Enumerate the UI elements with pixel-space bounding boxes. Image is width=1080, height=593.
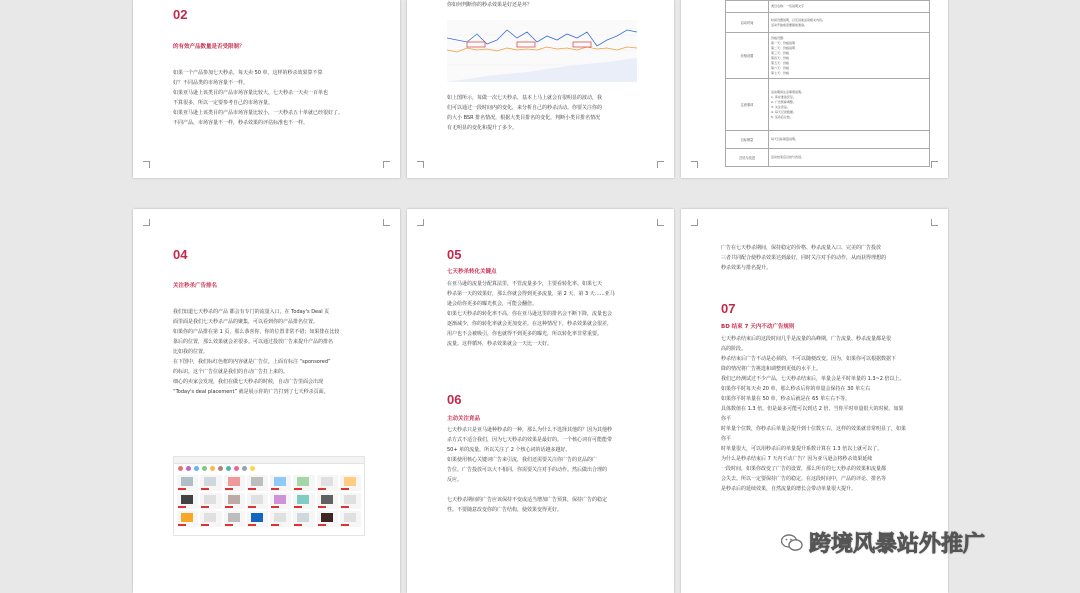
product-image <box>251 495 263 504</box>
deal-badge <box>248 488 256 490</box>
body-line: 如果你平时单量在 50 单，秒杀后就是在 65 单左右不等。 <box>721 396 851 402</box>
body-line: 反应。 <box>447 477 463 483</box>
row-value <box>769 79 930 131</box>
category-icon <box>178 466 183 471</box>
cell-line: 第四天：价格 <box>771 55 790 60</box>
product-card <box>340 511 361 527</box>
category-icon <box>242 466 247 471</box>
product-image <box>181 477 193 486</box>
deal-badge <box>271 488 279 490</box>
deal-badge <box>271 506 279 508</box>
table-row <box>726 79 930 131</box>
product-card <box>317 475 338 491</box>
product-card <box>270 493 291 509</box>
crop-mark <box>143 161 150 168</box>
body-line: 面里面是我们七天秒杀产品的聚集，可以看到你的产品排名位置。 <box>173 319 319 325</box>
page-05-06 <box>407 209 674 593</box>
deal-badge <box>341 488 349 490</box>
category-icon <box>202 466 207 471</box>
body-line: 一段时间，如果你改变了广告的设置，那么所有的七天秒杀的效果和流量都 <box>721 466 887 472</box>
bsr-line-chart <box>447 20 637 82</box>
page-04 <box>133 209 400 593</box>
section-subtitle: 七天秒杀转化关键点 <box>447 269 497 275</box>
product-image <box>204 477 216 486</box>
body-line: 靠后的位置，那么效果就会差很多。可以通过投放广告来提升产品的排名 <box>173 339 334 345</box>
section-subtitle: 关注秒杀广告排名 <box>173 283 218 289</box>
crop-mark <box>931 219 938 226</box>
product-card <box>270 475 291 491</box>
category-icon <box>218 466 223 471</box>
body-line: 在下图中，我们标红色框的内容就是广告位，上面有标注 “sponsored” <box>173 359 331 365</box>
crop-mark <box>383 219 390 226</box>
product-card <box>224 511 245 527</box>
body-line: 七天秒杀结束后的这段时间几乎是流量的高峰期，广告流量、秒杀流量都是很 <box>721 336 892 342</box>
cell-line: 第一天：价格说明 <box>771 40 796 45</box>
crop-mark <box>691 161 698 168</box>
table-row <box>726 13 930 33</box>
row-value <box>769 33 930 79</box>
body-line: 如果使用核心关键词广告来引流，我们还需要关注你广告的竞品的广 <box>447 457 598 463</box>
row-label: 目标销量 <box>726 131 769 149</box>
body-line: 不算很多，所以一定要参考自己的市场容量。 <box>173 100 274 106</box>
cell-line: 时间设置说明，以及其他活动相关内容。 <box>771 17 826 22</box>
body-line: 会失去。所以一定要保持广告的稳定。在这段时间中，产品的评论、排名等 <box>721 476 887 482</box>
body-line: 逊会给你更多的曝光机会，可能会翻倍。 <box>447 301 538 307</box>
body-line: 的大小 BSR 排名情况，根据大类目排名的变化，判断小类目排名情况 <box>447 115 601 121</box>
body-line: 广告在七天秒杀期间，保持稳定的价格、秒杀流量入口、完美的广告投放 <box>721 245 882 251</box>
todays-deals-screenshot <box>173 456 365 536</box>
category-icon <box>250 466 255 471</box>
category-icon <box>210 466 215 471</box>
product-image <box>297 495 309 504</box>
body-line: 50+ 单的流量，所以关注了 2 个核心词的话越多越好。 <box>447 447 571 453</box>
crop-mark <box>657 161 664 168</box>
body-line: 时单量个位数，你秒杀后单量会提升到十位数左右，这样的效果就非常明显了，如果你平 <box>721 426 907 442</box>
section-body <box>173 307 360 397</box>
product-card <box>340 475 361 491</box>
body-line: 用户也不会被吸引，你也就得不到更多的曝光，所以转化率非常重要。 <box>447 331 603 337</box>
deal-badge <box>178 506 186 508</box>
plan-table <box>725 0 930 167</box>
section-number: 04 <box>173 247 188 262</box>
crop-mark <box>691 219 698 226</box>
product-card <box>293 511 314 527</box>
body-line: 秒杀效果与排名提升。 <box>721 265 772 271</box>
crop-mark <box>383 161 390 168</box>
body-line: 秒杀结束后广告不动是必须的，不可以随便改变。因为，如果你可以根据数据下 <box>721 356 897 362</box>
section-subtitle: 主动关注竞品 <box>447 416 481 422</box>
product-image <box>181 495 193 504</box>
wechat-icon <box>781 534 803 552</box>
product-card <box>317 511 338 527</box>
category-icons <box>174 464 364 473</box>
deal-badge <box>318 506 326 508</box>
table-row <box>726 131 930 149</box>
body-line: 流量。这样循环，秒杀效果就会一天比一天好。 <box>447 341 553 347</box>
section-body <box>173 68 360 128</box>
product-card <box>224 475 245 491</box>
product-image <box>344 495 356 504</box>
product-image <box>228 477 240 486</box>
body-line: 具体数值在 1.3 倍，但是最多可能可以到达 2 倍，当你平时单量很大的时候。如果你平 <box>721 406 904 422</box>
product-image <box>181 513 193 522</box>
body-line: 我们知道七天秒杀的产品 都会有专门的流量入口，在 Today's Deal 页 <box>173 309 330 315</box>
section-number: 06 <box>447 392 462 407</box>
section-subtitle: 的有效产品数量是否受限制？ <box>173 44 245 50</box>
row-label: 注意事项 <box>726 79 769 131</box>
body-line: 三者共同配合使秒杀效果达到最好，同时关注对手的动作，从而获得理想的 <box>721 255 887 261</box>
product-image <box>204 495 216 504</box>
row-value <box>769 13 930 33</box>
product-card <box>317 493 338 509</box>
product-card <box>200 475 221 491</box>
product-image <box>297 513 309 522</box>
product-card <box>340 493 361 509</box>
row-value <box>769 149 930 167</box>
cell-line: 每天目标销量说明。 <box>771 137 799 141</box>
body-line: 如果七天秒杀的转化率不高，你在亚马逊这里的排名会不断下降，流量也会 <box>447 311 613 317</box>
row-label: 总结与改进 <box>726 149 769 167</box>
page-table <box>681 0 948 178</box>
deal-badge <box>201 524 209 526</box>
product-card <box>247 511 268 527</box>
cell-line: 活动开始前需要提前准备。 <box>771 22 808 27</box>
row-value <box>769 1 930 13</box>
page-02 <box>133 0 400 178</box>
body-line: 在亚马逊的流量分配算法里，不管流量多少，主要看转化率。如果七天 <box>447 281 603 287</box>
category-icon <box>186 466 191 471</box>
product-image <box>321 477 333 486</box>
cell-line: 活动期间注意事项说明。 <box>771 89 805 94</box>
body-line: 如果你平时每天卖 20 单，那么秒杀后你的单量会保持在 30 单左右 <box>721 386 871 392</box>
product-card <box>293 475 314 491</box>
crop-mark <box>657 219 664 226</box>
cell-line: 第五天：价格 <box>771 60 790 65</box>
crop-mark <box>931 161 938 168</box>
body-line: 降的情况将广告挑选和调整到更低的水平上。 <box>721 366 822 372</box>
product-card <box>177 493 198 509</box>
deal-badge <box>225 506 233 508</box>
watermark-text: 跨境风暴站外推广 <box>809 532 986 557</box>
cell-line: 活动结束后总结与改进。 <box>771 155 805 159</box>
cell-line: 第二天：价格说明 <box>771 45 796 50</box>
body-line: 高的阶段。 <box>721 346 747 352</box>
product-image <box>321 495 333 504</box>
body-line: 为什么是秒杀结束后 7 天内不动广告？因为亚马逊会将秒杀效果延续 <box>721 456 873 462</box>
deal-badge <box>248 524 256 526</box>
product-image <box>251 477 263 486</box>
product-card <box>293 493 314 509</box>
section-subtitle: BD 结束 7 天内不动广告规则 <box>721 324 795 330</box>
body-line: 逐渐减少，你的转化率就会更加变差。在这种情况下，秒杀效果就会很差， <box>447 321 613 327</box>
cell-line: 第三天：价格 <box>771 50 790 55</box>
product-image <box>228 495 240 504</box>
product-card <box>247 475 268 491</box>
cell-line: 类目名称：一些说明文字 <box>771 4 805 8</box>
row-value <box>769 131 930 149</box>
table-row <box>726 149 930 167</box>
product-grid <box>174 473 364 529</box>
cell-line: 4. 每天记录数据。 <box>771 109 796 114</box>
cell-line: 3. 关注竞品。 <box>771 104 790 109</box>
product-image <box>251 513 263 522</box>
body-line: 的标识。这个广告位就是我们的自动广告打上来的。 <box>173 369 289 375</box>
section-body <box>447 425 634 515</box>
deal-badge <box>225 488 233 490</box>
product-image <box>274 477 286 486</box>
body-line: 我们已经测试过不少产品，七天秒杀结束后，单量会是平时单量的 1.3~2 倍以上。 <box>721 376 905 382</box>
deal-badge <box>294 524 302 526</box>
deal-badge <box>178 524 186 526</box>
product-image <box>228 513 240 522</box>
product-card <box>247 493 268 509</box>
product-image <box>344 513 356 522</box>
body-line: 比如我的位置。 <box>173 349 209 355</box>
body-line: 细心的卖家会发现，我们在做七天秒杀的时候，自动广告里面会出现 <box>173 379 324 385</box>
product-image <box>344 477 356 486</box>
crop-mark <box>417 161 424 168</box>
deal-badge <box>201 488 209 490</box>
chart-description <box>447 93 634 133</box>
body-line: 如上图所示，每做一次七天秒杀，基本上马上就会有很明显的波动，我 <box>447 95 603 101</box>
deal-badge <box>225 524 233 526</box>
product-card <box>177 475 198 491</box>
product-image <box>321 513 333 522</box>
deal-badge <box>271 524 279 526</box>
category-icon <box>194 466 199 471</box>
section-body <box>447 279 634 349</box>
deal-badge <box>248 506 256 508</box>
product-card <box>200 511 221 527</box>
row-label: 价格设置 <box>726 33 769 79</box>
body-line: 如果一个产品参加七天秒杀，每天卖 50 单，这样的秒杀效果算不算 <box>173 70 323 76</box>
body-line: 有无明显的变化和提升了多少。 <box>447 125 518 131</box>
deal-badge <box>178 488 186 490</box>
deal-badge <box>318 524 326 526</box>
table-row <box>726 1 930 13</box>
body-line: 如果亚马逊上该类目的产品市场容量比较大，七天秒杀一天卖一百单也 <box>173 90 329 96</box>
body-line: 们可以通过一段时间内的变化，来分析自己的秒杀活动。你要关注你的 <box>447 105 603 111</box>
section-number: 05 <box>447 247 462 262</box>
product-card <box>200 493 221 509</box>
body-line: 性。不要随意改变你的广告结构，使效果变得更好。 <box>447 507 563 513</box>
cell-line: 第六天：价格 <box>771 65 790 70</box>
watermark <box>781 527 985 558</box>
deal-badge <box>341 524 349 526</box>
cell-line: 5. 活动后总结。 <box>771 114 793 119</box>
body-line: 如果你的产品排在第 1 页，那么恭喜你，你的位置非常不错；如果排在比较 <box>173 329 340 335</box>
cell-line: 2. 广告预算调整。 <box>771 99 796 104</box>
product-card <box>224 493 245 509</box>
crop-mark <box>417 219 424 226</box>
row-label: 活动时间 <box>726 13 769 33</box>
body-line: 好？不同品类的市场容量不一样。 <box>173 80 249 86</box>
deal-badge <box>294 488 302 490</box>
browser-bar <box>174 457 364 464</box>
body-line: 是秒杀后的延续效果，自然流量的增长会带动单量很大提升。 <box>721 486 857 492</box>
body-line: “Today's deal placement” 就是展示你的广告打到了七天秒杀页面。 <box>173 389 329 395</box>
product-image <box>297 477 309 486</box>
cell-line: 价格设置： <box>771 35 787 40</box>
row-label <box>726 1 769 13</box>
body-line: 七天秒杀期间的广告应该保持不变或适当增加广告预算，保持广告的稳定 <box>447 497 608 503</box>
crop-mark <box>143 219 150 226</box>
deal-badge <box>201 506 209 508</box>
body-line: 如果亚马逊上该类目的产品市场容量比较小，一天秒杀五十单就已经很好了。 <box>173 110 344 116</box>
body-line: 告位。广告投放可以大不相同，你需要关注对手的动作。然后做出合理的 <box>447 467 608 473</box>
category-icon <box>226 466 231 471</box>
body-line: 秒杀第一天的效果好，那么你就会得到更多流量，第 2 天、第 3 天……亚马 <box>447 291 615 297</box>
section-body <box>721 334 908 494</box>
deal-badge <box>341 506 349 508</box>
cell-line: 1. 库存准备充足。 <box>771 94 796 99</box>
product-card <box>270 511 291 527</box>
section-number: 07 <box>721 301 736 316</box>
page-chart <box>407 0 674 178</box>
product-image <box>274 495 286 504</box>
table-row <box>726 33 930 79</box>
product-card <box>177 511 198 527</box>
cell-line: 第七天：价格 <box>771 70 790 75</box>
body-line: 时单量很大，可以用秒杀后的单量提升系数计算在 1.3 倍以上就可以了。 <box>721 446 883 452</box>
deal-badge <box>318 488 326 490</box>
deal-badge <box>294 506 302 508</box>
product-image <box>274 513 286 522</box>
top-text <box>447 0 634 10</box>
body-line: 不同产品，市场容量不一样，秒杀效果的评估标准也不一样。 <box>173 120 309 126</box>
body-line: 你如何判断你的秒杀效果是好还是坏？ <box>447 2 533 8</box>
section-body <box>721 243 908 273</box>
category-icon <box>234 466 239 471</box>
product-image <box>204 513 216 522</box>
body-line: 杀方式不适合我们，因为七天秒杀的效果是最好的。一个核心词有可能能带 <box>447 437 613 443</box>
body-line: 七天秒杀只是亚马逊种秒杀的一种，那么为什么不选择其他的？因为其他秒 <box>447 427 613 433</box>
section-number: 02 <box>173 7 188 22</box>
